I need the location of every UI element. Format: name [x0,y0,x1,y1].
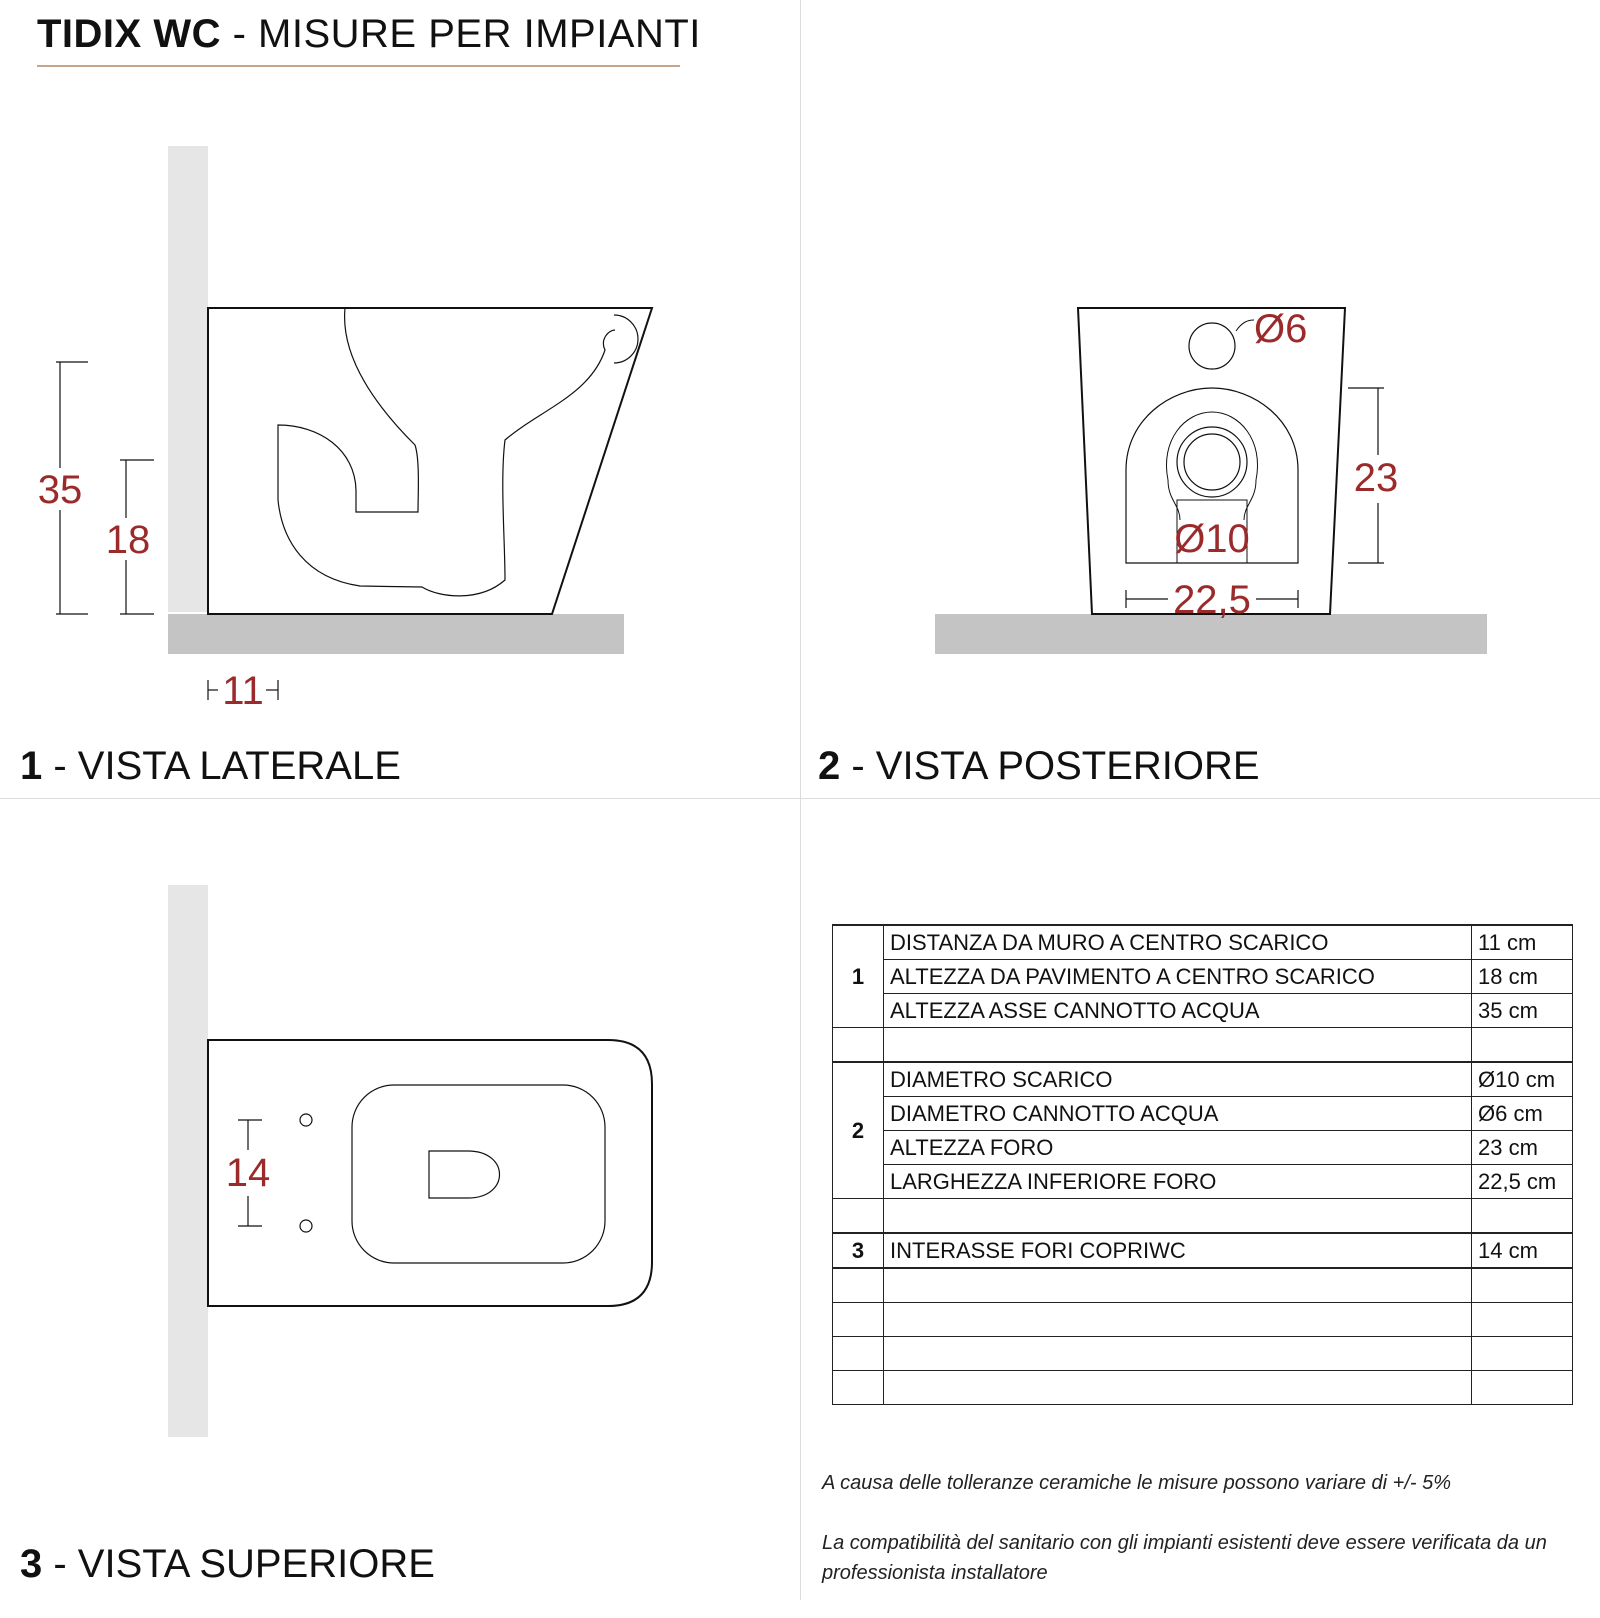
wall [168,146,208,612]
view-label-top: 3 - VISTA SUPERIORE [20,1542,435,1586]
row-value: 11 cm [1472,925,1573,960]
table-spacer-row [833,1028,1573,1063]
row-desc: DISTANZA DA MURO A CENTRO SCARICO [884,925,1472,960]
row-value: 22,5 cm [1472,1165,1573,1199]
toilet-back-outline [1078,308,1345,614]
table-empty-row [833,1371,1573,1405]
table-row [833,1062,1573,1097]
view-label-rear: 2 - VISTA POSTERIORE [818,744,1260,788]
row-value: 35 cm [1472,994,1573,1028]
dim-14: 14 [225,1151,271,1195]
row-value: 23 cm [1472,1131,1573,1165]
floor [168,614,624,654]
dim-18: 18 [105,518,151,562]
group-number: 3 [833,1233,884,1268]
table-empty-row [833,1337,1573,1371]
table-row [833,925,1573,960]
row-desc: DIAMETRO SCARICO [884,1062,1472,1097]
table-row [833,1233,1573,1268]
notes [822,1468,1582,1618]
view-label-side: 1 - VISTA LATERALE [20,744,401,788]
table-row [833,1165,1573,1199]
row-value: Ø10 cm [1472,1062,1573,1097]
wall [168,885,208,1437]
vertical-divider [800,0,801,1600]
row-desc: ALTEZZA DA PAVIMENTO A CENTRO SCARICO [884,960,1472,994]
table-spacer-row [833,1199,1573,1234]
toilet-top-outline [208,1040,652,1306]
table-row [833,1097,1573,1131]
row-desc: INTERASSE FORI COPRIWC [884,1233,1472,1268]
page-title: TIDIX WC - MISURE PER IMPIANTI [37,12,701,56]
table-empty-row [833,1303,1573,1337]
row-desc: ALTEZZA FORO [884,1131,1472,1165]
title-underline [37,65,680,67]
row-value: 18 cm [1472,960,1573,994]
horizontal-divider [0,798,1600,799]
dim-22-5: 22,5 [1173,578,1251,622]
measurements-table [832,924,1573,1405]
group-number: 1 [833,925,884,1028]
group-number: 2 [833,1062,884,1199]
dim-23: 23 [1353,456,1399,500]
table-row [833,960,1573,994]
row-desc: LARGHEZZA INFERIORE FORO [884,1165,1472,1199]
table-row [833,1131,1573,1165]
seat-hole-bottom [300,1220,312,1232]
dim-diameter-10: Ø10 [1174,517,1250,561]
row-value: Ø6 cm [1472,1097,1573,1131]
row-desc: ALTEZZA ASSE CANNOTTO ACQUA [884,994,1472,1028]
installer-note: La compatibilità del sanitario con gli impianti esistenti deve essere verificata da un professionista installatore [822,1532,1547,1584]
dim-11: 11 [222,669,264,713]
row-desc: DIAMETRO CANNOTTO ACQUA [884,1097,1472,1131]
table-row [833,994,1573,1028]
dim-35: 35 [37,468,83,512]
top-view-drawing [0,870,800,1450]
row-value: 14 cm [1472,1233,1573,1268]
dim-diameter-6: Ø6 [1254,307,1308,351]
table-empty-row [833,1268,1573,1303]
toilet-outline [208,308,652,614]
tolerance-note: A causa delle tolleranze ceramiche le misure possono variare di +/- 5% [822,1472,1452,1494]
side-view-drawing [0,130,800,720]
rear-view-drawing [800,290,1600,670]
seat-hole-top [300,1114,312,1126]
